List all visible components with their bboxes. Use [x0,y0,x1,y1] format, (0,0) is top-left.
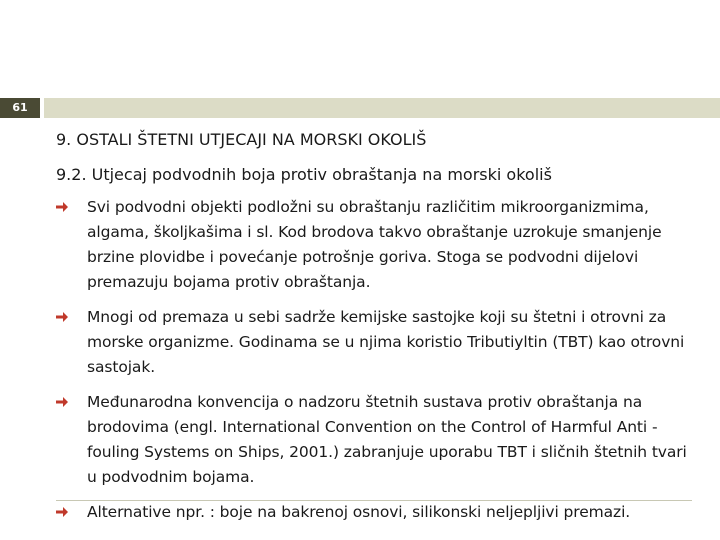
header-bar [44,98,720,118]
bullet-list [56,195,696,525]
bullet-text: Alternative npr. : boje na bakrenoj osnovi, silikonski neljepljivi premazi. [87,503,631,521]
bullet-text: Svi podvodni objekti podložni su obraštanju različitim mikroorganizmima, algama, školjkašima i sl. Kod brodova takvo obraštanje uzrokuje smanjenje brzine plovidbe i povećanje potrošnje goriva. Stoga se podvodni dijelovi premazuju bojama protiv obraštanja. [87,198,662,291]
arrow-right-icon [54,196,70,218]
footer-divider [56,500,692,501]
bullet-item [56,390,696,490]
bullet-text: Mnogi od premaza u sebi sadrže kemijske sastojke koji su štetni i otrovni za morske organizme. Godinama se u njima koristio Tributiyltin (TBT) kao otrovni sastojak. [87,308,685,376]
slide-number: 61 [0,98,40,118]
arrow-right-icon [54,391,70,413]
bullet-item [56,305,696,380]
bullet-item [56,500,696,525]
slide-content [56,128,696,535]
slide-subheading: 9.2. Utjecaj podvodnih boja protiv obraštanja na morski okoliš [56,165,552,184]
bullet-item [56,195,696,295]
arrow-right-icon [54,306,70,328]
slide-header-band [0,98,720,118]
bullet-text: Međunarodna konvencija o nadzoru štetnih sustava protiv obraštanja na brodovima (engl. International Convention on the Control of Harmful Anti -fouling Systems on Ships, 2001.) zabranjuje uporabu TBT i sličnih štetnih tvari u podvodnim bojama. [87,393,687,486]
arrow-right-icon [54,501,70,523]
slide-heading: 9. OSTALI ŠTETNI UTJECAJI NA MORSKI OKOLIŠ [56,130,427,149]
